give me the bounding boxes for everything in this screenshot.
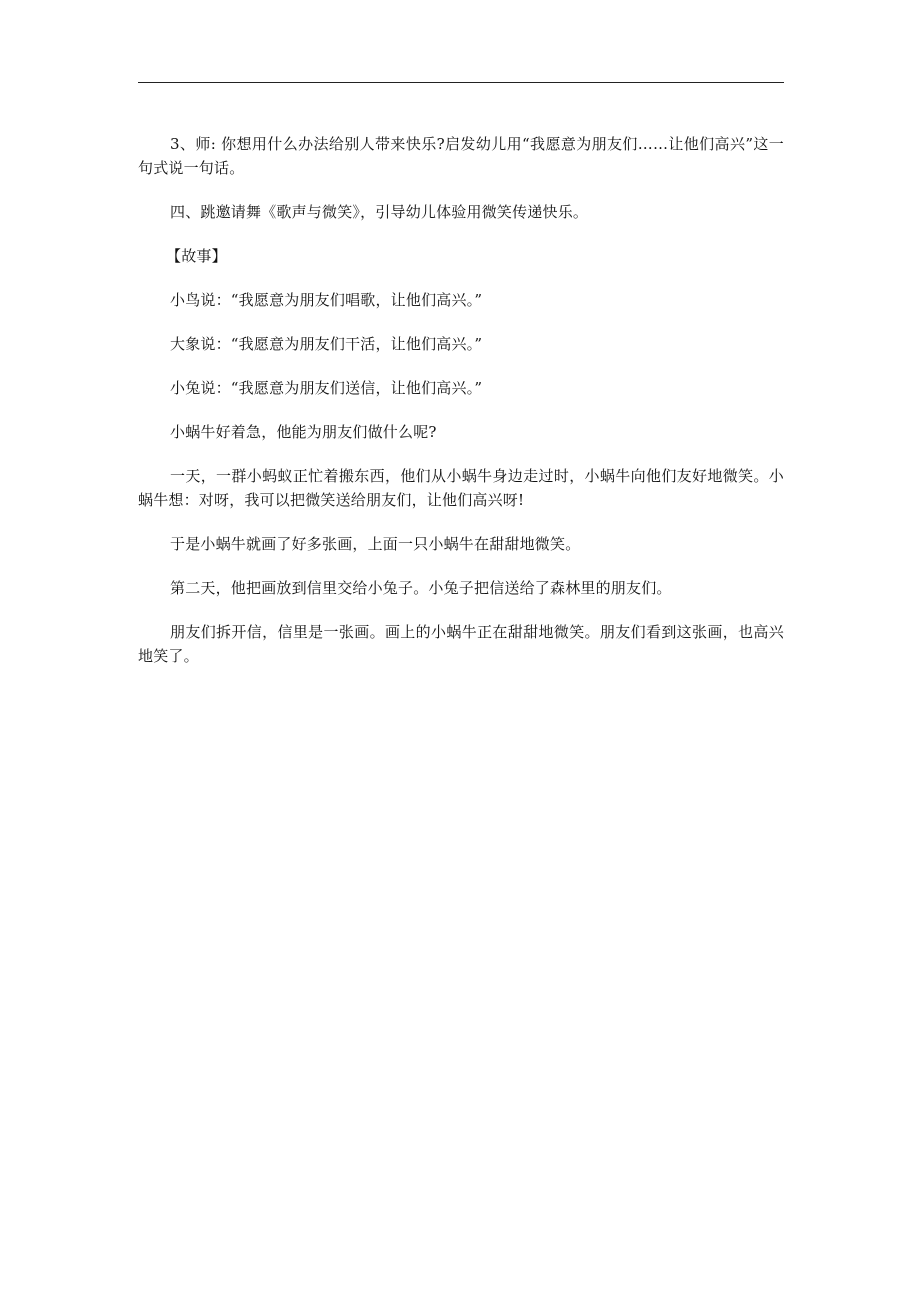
story-heading: 【故事】 [166,247,227,265]
paragraph-ants: 一天，一群小蚂蚁正忙着搬东西，他们从小蜗牛身边走过时，小蜗牛向他们友好地微笑。小蜗牛想：对呀，我可以把微笑送给朋友们，让他们高兴呀! [138,467,784,509]
paragraph-question: 3、师: 你想用什么办法给别人带来快乐?启发幼儿用“我愿意为朋友们……让他们高兴”这一句式说一句话。 [138,135,784,177]
paragraph-drawings: 于是小蜗牛就画了好多张画，上面一只小蜗牛在甜甜地微笑。 [170,535,581,553]
paragraph-letters: 第二天，他把画放到信里交给小兔子。小兔子把信送给了森林里的朋友们。 [170,579,672,597]
paragraph-elephant: 大象说：“我愿意为朋友们干活，让他们高兴。” [170,335,483,353]
paragraph-friends-smile: 朋友们拆开信，信里是一张画。画上的小蜗牛正在甜甜地微笑。朋友们看到这张画，也高兴地笑了。 [138,623,784,665]
header-rule [138,82,784,83]
paragraph-snail-worry: 小蜗牛好着急，他能为朋友们做什么呢? [170,423,437,441]
document-body [138,132,784,688]
paragraph-dance: 四、跳邀请舞《歌声与微笑》，引导幼儿体验用微笑传递快乐。 [170,203,589,221]
paragraph-bird: 小鸟说：“我愿意为朋友们唱歌，让他们高兴。” [170,291,483,309]
paragraph-rabbit: 小兔说：“我愿意为朋友们送信，让他们高兴。” [170,379,483,397]
